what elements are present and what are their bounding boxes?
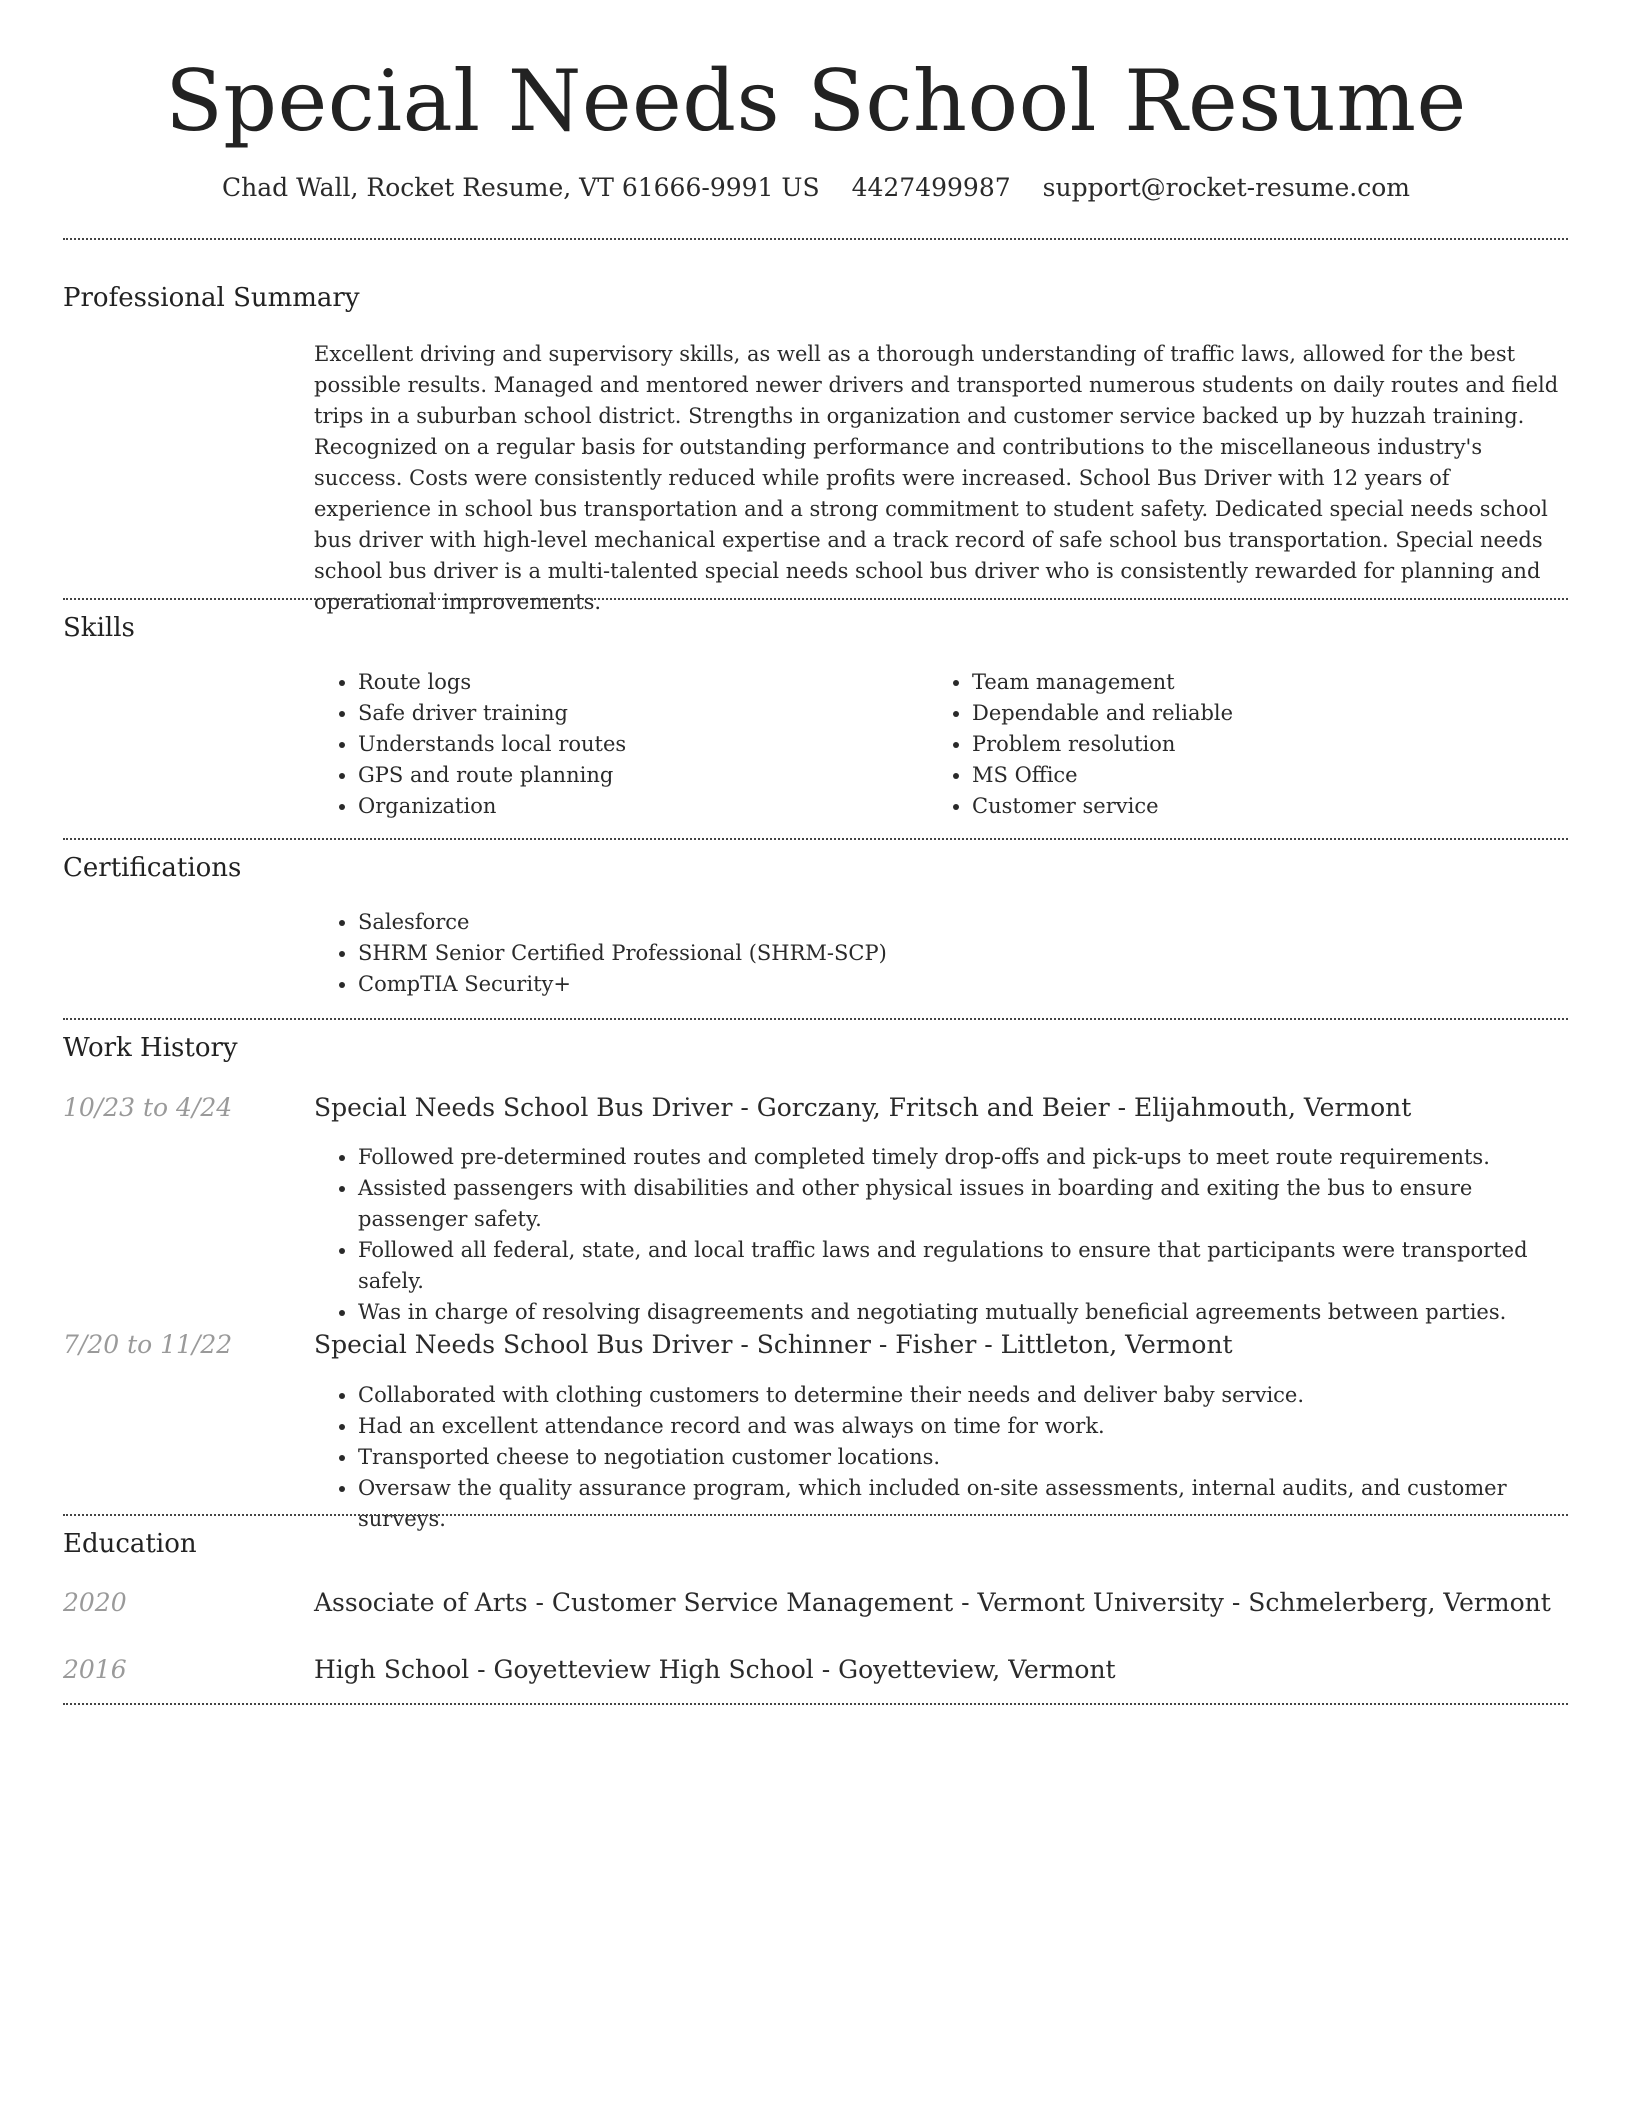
job-title: Special Needs School Bus Driver - Schinner - Fisher - Littleton, Vermont bbox=[314, 1330, 1233, 1359]
section-title-work-history: Work History bbox=[63, 1033, 238, 1063]
job-duty-item: • Oversaw the quality assurance program, which included on-site assessments, internal audits, and customer surveys. bbox=[358, 1473, 1568, 1535]
certification-item: • SHRM Senior Certified Professional (SHRM-SCP) bbox=[358, 938, 1568, 969]
job-duty-item: • Followed all federal, state, and local traffic laws and regulations to ensure that participants were transported safely. bbox=[358, 1235, 1568, 1297]
contact-line bbox=[0, 168, 1632, 208]
skill-item: • Understands local routes bbox=[358, 729, 914, 760]
skill-item: • Route logs bbox=[358, 667, 914, 698]
job-duty-item: • Was in charge of resolving disagreements and negotiating mutually beneficial agreements between parties. bbox=[358, 1297, 1568, 1328]
certification-item: • CompTIA Security+ bbox=[358, 969, 1568, 1000]
skill-item: • Dependable and reliable bbox=[972, 698, 1528, 729]
divider bbox=[63, 238, 1568, 240]
education-year: 2020 bbox=[63, 1588, 127, 1617]
education-year: 2016 bbox=[63, 1655, 127, 1684]
skill-item: • MS Office bbox=[972, 760, 1528, 791]
contact-address: Chad Wall, Rocket Resume, VT 61666-9991 US bbox=[222, 173, 820, 202]
divider bbox=[63, 598, 1568, 600]
divider bbox=[63, 838, 1568, 840]
divider bbox=[63, 1018, 1568, 1020]
skill-item: • Safe driver training bbox=[358, 698, 914, 729]
divider bbox=[63, 1703, 1568, 1705]
resume-title: Special Needs School Resume bbox=[165, 52, 1467, 150]
job-duty-item: • Followed pre-determined routes and completed timely drop-offs and pick-ups to meet route requirements. bbox=[358, 1142, 1568, 1173]
job-dates: 10/23 to 4/24 bbox=[63, 1093, 233, 1122]
job-title: Special Needs School Bus Driver - Gorczany, Fritsch and Beier - Elijahmouth, Vermont bbox=[314, 1093, 1412, 1122]
job-duty-item: • Had an excellent attendance record and was always on time for work. bbox=[358, 1411, 1568, 1442]
job-dates: 7/20 to 11/22 bbox=[63, 1330, 233, 1359]
job-duties bbox=[314, 1380, 1568, 1535]
skill-item: • Problem resolution bbox=[972, 729, 1528, 760]
summary-block bbox=[314, 339, 1568, 618]
skill-item: • Organization bbox=[358, 791, 914, 822]
job-duty-item: • Collaborated with clothing customers to determine their needs and deliver baby service. bbox=[358, 1380, 1568, 1411]
skills-column-left bbox=[314, 667, 914, 822]
certification-item: • Salesforce bbox=[358, 907, 1568, 938]
skill-item: • GPS and route planning bbox=[358, 760, 914, 791]
contact-phone: 4427499987 bbox=[851, 173, 1011, 202]
certifications-list bbox=[314, 907, 1568, 1000]
contact-email: support@rocket-resume.com bbox=[1042, 173, 1410, 202]
section-title-certifications: Certifications bbox=[63, 853, 242, 883]
education-entry: Associate of Arts - Customer Service Management - Vermont University - Schmelerberg, Vermont bbox=[314, 1588, 1551, 1617]
skill-item: • Customer service bbox=[972, 791, 1528, 822]
summary-text: Excellent driving and supervisory skills, as well as a thorough understanding of traffic laws, allowed for the best possible results. Managed and mentored newer drivers and transported numerous students on daily routes and field trips in a suburban school district. Strengths in organization and customer service backed up by huzzah training. Recognized on a regular basis for outstanding performance and contributions to the miscellaneous industry's success. Costs were consistently reduced while profits were increased. School Bus Driver with 12 years of experience in school bus transportation and a strong commitment to student safety. Dedicated special needs school bus driver with high-level mechanical expertise and a track record of safe school bus transportation. Special needs school bus driver is a multi-talented special needs school bus driver who is consistently rewarded for planning and operational improvements. bbox=[314, 342, 1559, 614]
education-entry: High School - Goyetteview High School - Goyetteview, Vermont bbox=[314, 1655, 1116, 1684]
section-title-summary: Professional Summary bbox=[63, 283, 360, 313]
section-title-education: Education bbox=[63, 1529, 197, 1559]
skill-item: • Team management bbox=[972, 667, 1528, 698]
skills-column-right bbox=[928, 667, 1528, 822]
divider bbox=[63, 1514, 1568, 1516]
job-duties bbox=[314, 1142, 1568, 1328]
job-duty-item: • Transported cheese to negotiation customer locations. bbox=[358, 1442, 1568, 1473]
job-duty-item: • Assisted passengers with disabilities and other physical issues in boarding and exiting the bus to ensure passenger safety. bbox=[358, 1173, 1568, 1235]
section-title-skills: Skills bbox=[63, 613, 135, 643]
